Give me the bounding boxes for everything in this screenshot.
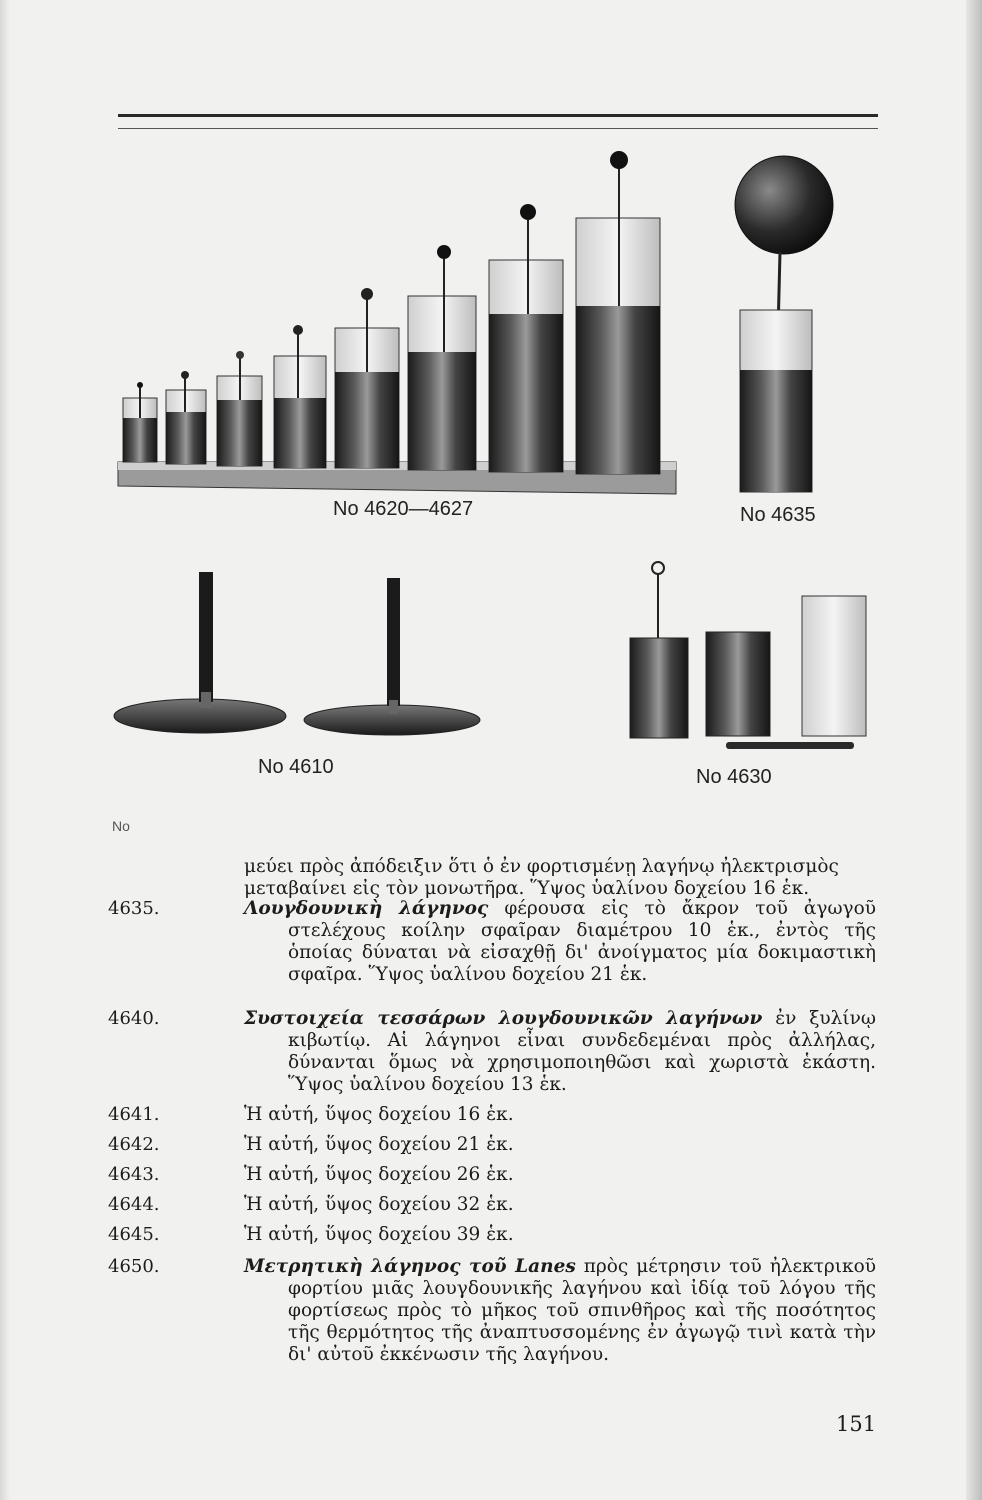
- entry-4640: [108, 1008, 876, 1096]
- jar-5: [335, 288, 399, 468]
- entry-4644: [108, 1194, 876, 1216]
- jar-8: [576, 151, 660, 474]
- dissectible-jar-figure: [630, 562, 866, 749]
- column-header: No: [112, 818, 130, 834]
- entry-number: 4641.: [108, 1104, 160, 1125]
- entry-number: 4635.: [108, 898, 160, 919]
- entry-4645: [108, 1224, 876, 1246]
- entry-body: [244, 898, 877, 986]
- entry-number: 4650.: [108, 1256, 160, 1277]
- entry-number: 4642.: [108, 1134, 160, 1155]
- entry-title: Συστοιχεία τεσσάρων λουγδουνικῶν λαγήνων: [244, 1008, 763, 1029]
- jar-2: [166, 371, 206, 464]
- sphere-jar-figure: [735, 156, 833, 492]
- intro-line-2: μεταβαίνει εἰς τὸν μονωτῆρα. Ὕψος ὑαλίνου δοχείου 16 ἑκ.: [244, 878, 810, 899]
- plate-2-figure: [304, 578, 480, 735]
- entry-text: πρὸς μέτρησιν τοῦ ἠλεκτρικοῦ φορτίου μιᾶς λουγδουνικῆς λαγήνου καὶ ἰδίᾳ τοῦ λόγου τῆς φορτίσεως πρὸς τὸ μῆκος τοῦ σπινθῆρος καὶ τῆς ποσότητος τῆς θερμότητος τῆς ἀναπτυσσομένης ἐν ἀγωγῷ τινὶ κατὰ τὴν δι' αὐτοῦ ἐκκένωσιν τῆς λαγήνου.: [288, 1256, 876, 1365]
- figure-caption-4610: No 4610: [258, 756, 334, 778]
- entry-text: Ἡ αὐτή, ὕψος δοχείου 16 ἑκ.: [244, 1104, 514, 1125]
- entry-text: Ἡ αὐτή, ὕψος δοχείου 39 ἑκ.: [244, 1224, 514, 1245]
- entry-title: Μετρητικὴ λάγηνος τοῦ Lanes: [244, 1256, 576, 1277]
- figure-caption-4620: No 4620—4627: [333, 498, 474, 520]
- jar-4: [274, 325, 326, 468]
- figure-caption-4630: No 4630: [696, 766, 772, 788]
- entry-number: 4644.: [108, 1194, 160, 1215]
- jar-6: [408, 245, 476, 470]
- page-number: 151: [836, 1412, 877, 1436]
- entry-text: Ἡ αὐτή, ὕψος δοχείου 21 ἑκ.: [244, 1134, 514, 1155]
- entry-text: ἐν ξυλίνῳ κιβωτίῳ. Αἱ λάγηνοι εἶναι συνδεδεμέναι πρὸς ἀλλήλας, δύνανται ὅμως νὰ χρησιμοποιηθῶσι καὶ χωριστὰ ἑκάστη. Ὕψος ὑαλίνου δοχείου 13 ἑκ.: [288, 1008, 876, 1095]
- intro-line-1: μεύει πρὸς ἀπόδειξιν ὅτι ὁ ἐν φορτισμένῃ λαγήνῳ ἠλεκτρισμὸς: [244, 856, 839, 877]
- jar-1: [123, 382, 157, 462]
- entry-4650: [108, 1256, 876, 1366]
- entry-4642: [108, 1134, 876, 1156]
- entry-4643: [108, 1164, 876, 1186]
- entry-4641: [108, 1104, 876, 1126]
- figure-caption-4635: No 4635: [740, 504, 816, 526]
- plate-1-figure: [114, 572, 286, 733]
- entry-body: [244, 1008, 876, 1096]
- entry-number: 4640.: [108, 1008, 160, 1029]
- entry-body: [244, 1256, 876, 1366]
- entry-text: φέρουσα εἰς τὸ ἄκρον τοῦ ἀγωγοῦ στελέχους κοίλην σφαῖραν διαμέτρου 10 ἑκ., ἐντὸς τῆς ὁποίας δύναται νὰ εἰσαχθῇ δι' ἀνοίγματος μία δοκιμαστικὴ σφαῖρα. Ὕψος ὑαλίνου δοχείου 21 ἑκ.: [288, 898, 877, 985]
- entry-text: Ἡ αὐτή, ὕψος δοχείου 26 ἑκ.: [244, 1164, 514, 1185]
- jar-3: [217, 351, 262, 466]
- entry-number: 4643.: [108, 1164, 160, 1185]
- entry-number: 4645.: [108, 1224, 160, 1245]
- entry-title: Λουγδουνικὴ λάγηνος: [244, 898, 489, 919]
- entry-text: Ἡ αὐτή, ὕψος δοχείου 32 ἑκ.: [244, 1194, 514, 1215]
- jar-7: [489, 204, 563, 472]
- jar-battery-figure: [118, 151, 676, 494]
- entry-4635: [108, 898, 876, 986]
